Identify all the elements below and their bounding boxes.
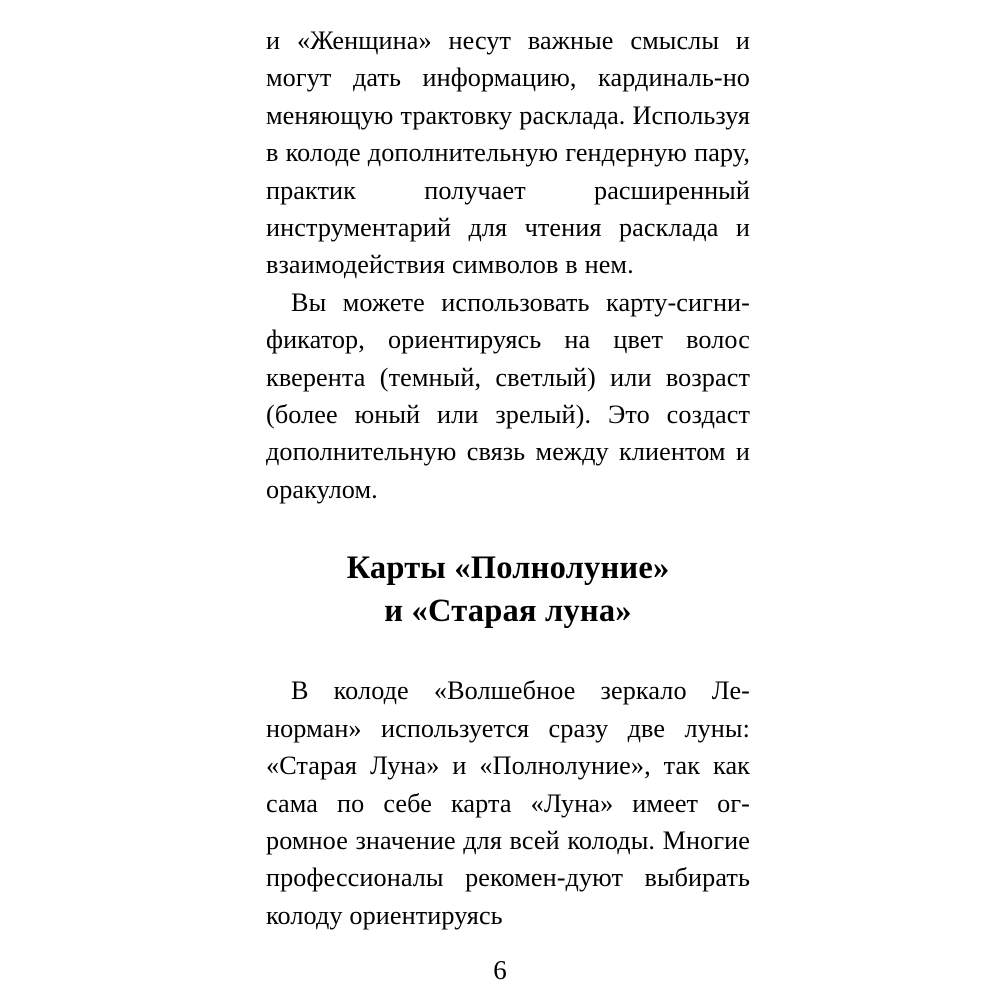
- text-column: [266, 22, 750, 934]
- section-heading-line-2: и «Старая луна»: [384, 593, 632, 630]
- page-number: 6: [493, 955, 507, 985]
- section-heading-line-1: Карты «Полнолуние»: [346, 550, 670, 587]
- paragraph-continued: и «Женщина» несут важные смыслы и могут дать информацию, кардиналь-но меняющую трактовку расклада. Используя в колоде дополнительную гендерную пару, практик получает расширенный инструментарий для чтения расклада и взаимодействия символов в нем.: [266, 26, 750, 280]
- section-heading: [266, 547, 750, 633]
- paragraph-moons: В колоде «Волшебное зеркало Ле-норман» используется сразу две луны: «Старая Луна» и «Полнолуние», так как сама по себе карта «Луна» имеет ог-ромное значение для всей колоды. Многие профессионалы рекомен-дуют выбирать колоду ориентируясь: [266, 676, 750, 930]
- paragraph-significator: Вы можете использовать карту-сигни-фикатор, ориентируясь на цвет волос кверента (темный, светлый) или возраст (более юный или зрелый). Это создаст дополнительную связь между клиентом и оракулом.: [266, 287, 750, 504]
